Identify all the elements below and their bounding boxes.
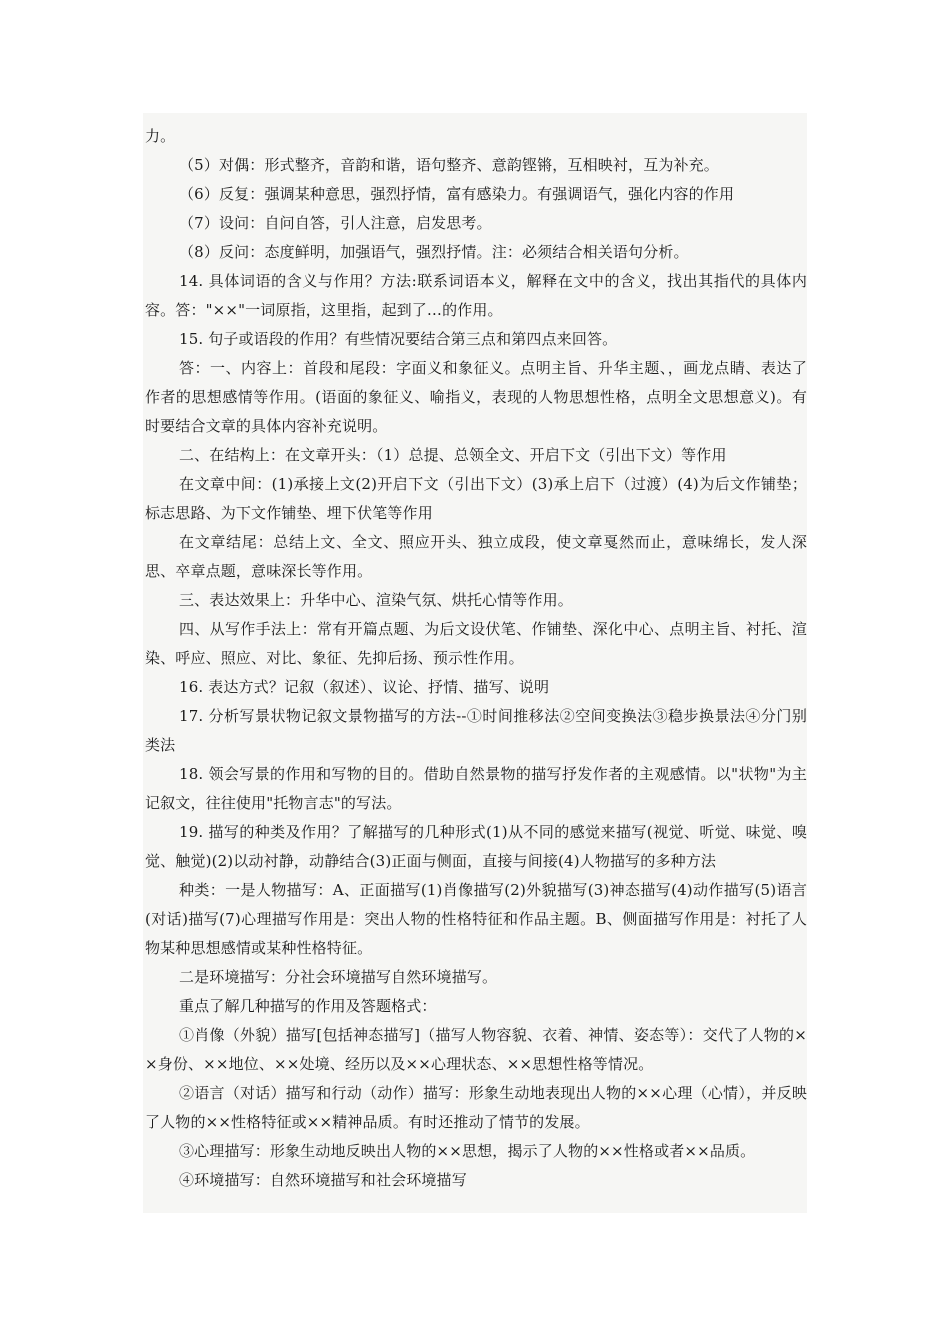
paragraph-18: 二是环境描写：分社会环境描写自然环境描写。: [179, 968, 498, 986]
paragraph-10: 在文章结尾：总结上文、全文、照应开头、独立成段，使文章戛然而止，意味绵长，发人深思、卒章点题，意味深长等作用。: [145, 533, 807, 580]
paragraph-19: 重点了解几种描写的作用及答题格式：: [179, 997, 437, 1015]
paragraph-8: 二、在结构上：在文章开头：（1）总提、总领全文、开启下文（引出下文）等作用: [179, 446, 727, 464]
paragraph-7: 答：一、内容上：首段和尾段：字面义和象征义。点明主旨、升华主题、，画龙点睛、表达了作者的思想感情等作用。(语面的象征义、喻指义，表现的人物思想性格，点明全文思想意义)。有时要结合文章的具体内容补充说明。: [145, 359, 807, 435]
paragraph-9: 在文章中间：(1)承接上文(2)开启下文（引出下文）(3)承上启下（过渡）(4)为后文作铺垫；标志思路、为下文作铺垫、埋下伏笔等作用: [145, 475, 807, 522]
paragraph-2: （6）反复：强调某种意思，强烈抒情，富有感染力。有强调语气，强化内容的作用: [179, 185, 735, 203]
paragraph-0: 力。: [145, 127, 176, 145]
paragraph-22: ③心理描写：形象生动地反映出人物的××思想，揭示了人物的××性格或者××品质。: [179, 1142, 756, 1160]
paragraph-13: 16. 表达方式？记叙（叙述）、议论、抒情、描写、说明: [179, 678, 550, 696]
paragraph-23: ④环境描写：自然环境描写和社会环境描写: [179, 1171, 467, 1189]
paragraph-14: 17. 分析写景状物记叙文景物描写的方法--①时间推移法②空间变换法③稳步换景法④分门别类法: [145, 707, 807, 754]
paragraph-3: （7）设问：自问自答，引人注意，启发思考。: [179, 214, 492, 232]
paragraph-5: 14. 具体词语的含义与作用？方法:联系词语本义，解释在文中的含义，找出其指代的具体内容。答："××"一词原指，这里指，起到了…的作用。: [145, 272, 807, 319]
paragraph-20: ①肖像（外貌）描写[包括神态描写]（描写人物容貌、衣着、神情、姿态等）：交代了人物的××身份、××地位、××处境、经历以及××心理状态、××思想性格等情况。: [145, 1026, 807, 1073]
paragraph-12: 四、从写作手法上：常有开篇点题、为后文设伏笔、作铺垫、深化中心、点明主旨、衬托、渲染、呼应、照应、对比、象征、先抑后扬、预示性作用。: [145, 620, 807, 667]
paragraph-15: 18. 领会写景的作用和写物的目的。借助自然景物的描写抒发作者的主观感情。以"状物"为主记叙文，往往使用"托物言志"的写法。: [145, 765, 807, 812]
paragraph-4: （8）反问：态度鲜明，加强语气，强烈抒情。注：必须结合相关语句分析。: [179, 243, 689, 261]
paragraph-11: 三、表达效果上：升华中心、渲染气氛、烘托心情等作用。: [179, 591, 573, 609]
paragraph-1: （5）对偶：形式整齐，音韵和谐，语句整齐、意韵铿锵，互相映衬，互为补充。: [179, 156, 719, 174]
paragraph-21: ②语言（对话）描写和行动（动作）描写：形象生动地表现出人物的××心理（心情），并反映了人物的××性格特征或××精神品质。有时还推动了情节的发展。: [145, 1084, 807, 1131]
paragraph-16: 19. 描写的种类及作用？了解描写的几种形式(1)从不同的感觉来描写(视觉、听觉、味觉、嗅觉、触觉)(2)以动衬静，动静结合(3)正面与侧面，直接与间接(4)人物描写的多种方法: [145, 823, 807, 870]
paragraph-6: 15. 句子或语段的作用？有些情况要结合第三点和第四点来回答。: [179, 330, 618, 348]
paragraph-17: 种类：一是人物描写：A、正面描写(1)肖像描写(2)外貌描写(3)神态描写(4)动作描写(5)语言(对话)描写(7)心理描写作用是：突出人物的性格特征和作品主题。B、侧面描写作用是：衬托了人物某种思想感情或某种性格特征。: [145, 881, 807, 957]
document-text-block: [143, 113, 807, 1213]
